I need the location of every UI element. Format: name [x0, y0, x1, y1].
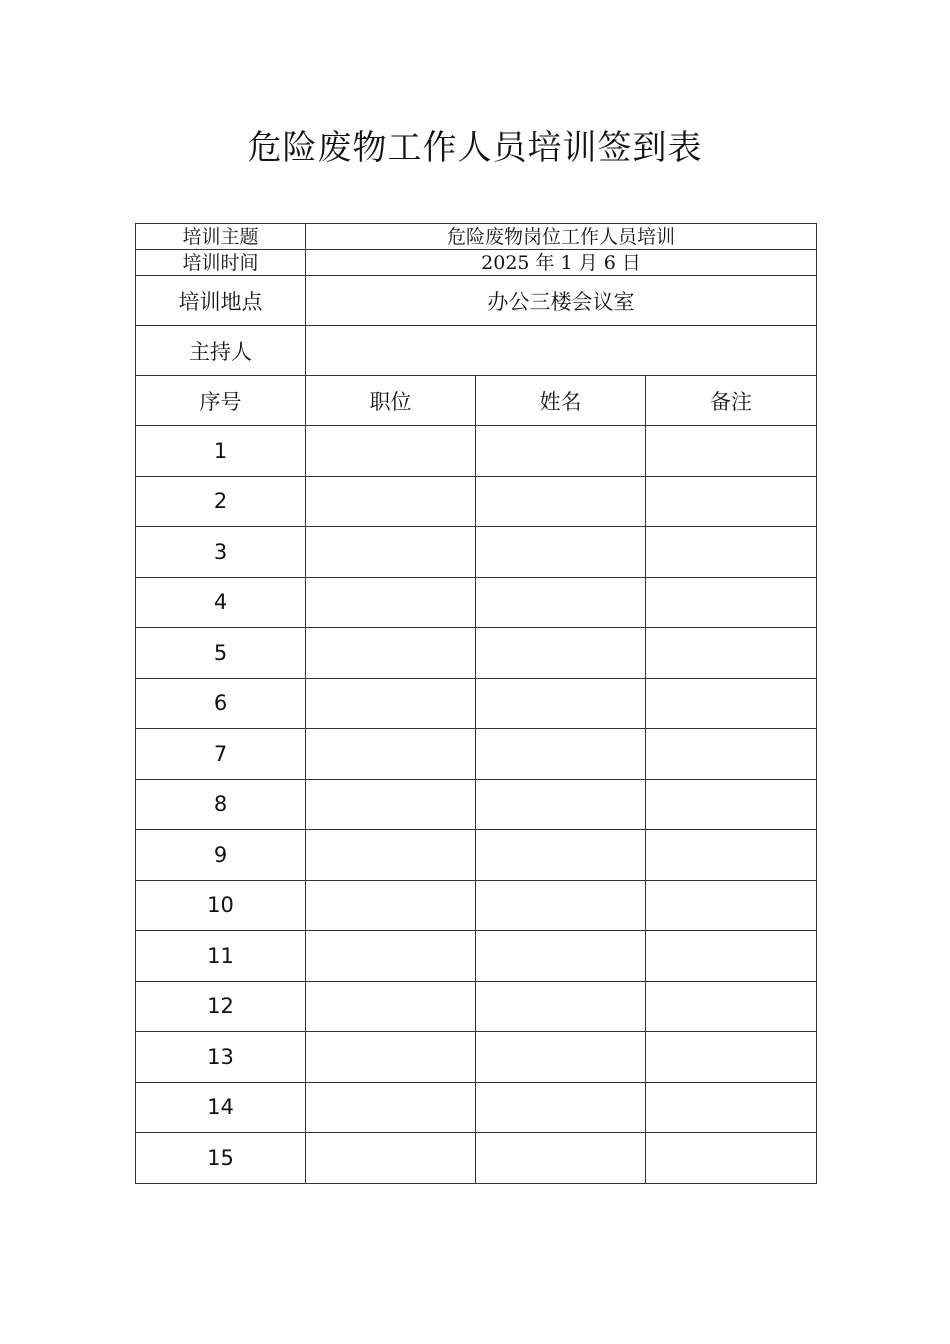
position-cell[interactable]	[306, 678, 476, 729]
name-cell[interactable]	[476, 577, 646, 628]
name-cell[interactable]	[476, 931, 646, 982]
position-cell[interactable]	[306, 729, 476, 780]
remark-cell[interactable]	[646, 628, 817, 679]
remark-cell[interactable]	[646, 1082, 817, 1133]
remark-cell[interactable]	[646, 678, 817, 729]
sign-in-table-body	[136, 224, 817, 1184]
table-row	[136, 426, 817, 477]
sign-in-table	[135, 223, 817, 1184]
table-row	[136, 830, 817, 881]
remark-cell[interactable]	[646, 527, 817, 578]
remark-cell[interactable]	[646, 880, 817, 931]
column-header-remark: 备注	[646, 376, 817, 426]
host-row	[136, 326, 817, 376]
row-number-cell: 11	[136, 931, 306, 982]
location-value[interactable]: 办公三楼会议室	[306, 276, 817, 326]
position-cell[interactable]	[306, 1082, 476, 1133]
row-number-cell: 2	[136, 476, 306, 527]
name-cell[interactable]	[476, 981, 646, 1032]
table-row	[136, 678, 817, 729]
name-cell[interactable]	[476, 527, 646, 578]
table-row	[136, 476, 817, 527]
position-cell[interactable]	[306, 527, 476, 578]
remark-cell[interactable]	[646, 476, 817, 527]
host-value[interactable]	[306, 326, 817, 376]
topic-value[interactable]: 危险废物岗位工作人员培训	[306, 224, 817, 250]
column-header-position: 职位	[306, 376, 476, 426]
remark-cell[interactable]	[646, 779, 817, 830]
position-cell[interactable]	[306, 830, 476, 881]
row-number-cell: 9	[136, 830, 306, 881]
name-cell[interactable]	[476, 729, 646, 780]
position-cell[interactable]	[306, 931, 476, 982]
page-title: 危险废物工作人员培训签到表	[247, 128, 703, 168]
table-row	[136, 931, 817, 982]
time-label: 培训时间	[136, 250, 306, 276]
topic-row	[136, 224, 817, 250]
row-number-cell: 3	[136, 527, 306, 578]
time-row	[136, 250, 817, 276]
position-cell[interactable]	[306, 779, 476, 830]
table-row	[136, 981, 817, 1032]
table-row	[136, 1133, 817, 1184]
position-cell[interactable]	[306, 1133, 476, 1184]
table-row	[136, 527, 817, 578]
row-number-cell: 15	[136, 1133, 306, 1184]
remark-cell[interactable]	[646, 1133, 817, 1184]
position-cell[interactable]	[306, 577, 476, 628]
row-number-cell: 6	[136, 678, 306, 729]
table-row	[136, 1032, 817, 1083]
name-cell[interactable]	[476, 678, 646, 729]
name-cell[interactable]	[476, 628, 646, 679]
column-header-row	[136, 376, 817, 426]
table-row	[136, 577, 817, 628]
row-number-cell: 8	[136, 779, 306, 830]
position-cell[interactable]	[306, 476, 476, 527]
position-cell[interactable]	[306, 1032, 476, 1083]
row-number-cell: 10	[136, 880, 306, 931]
position-cell[interactable]	[306, 628, 476, 679]
table-row	[136, 729, 817, 780]
name-cell[interactable]	[476, 779, 646, 830]
name-cell[interactable]	[476, 1082, 646, 1133]
position-cell[interactable]	[306, 880, 476, 931]
table-row	[136, 628, 817, 679]
row-number-cell: 4	[136, 577, 306, 628]
remark-cell[interactable]	[646, 729, 817, 780]
position-cell[interactable]	[306, 426, 476, 477]
row-number-cell: 14	[136, 1082, 306, 1133]
name-cell[interactable]	[476, 476, 646, 527]
table-row	[136, 880, 817, 931]
remark-cell[interactable]	[646, 830, 817, 881]
column-header-name: 姓名	[476, 376, 646, 426]
name-cell[interactable]	[476, 880, 646, 931]
remark-cell[interactable]	[646, 1032, 817, 1083]
remark-cell[interactable]	[646, 981, 817, 1032]
location-label: 培训地点	[136, 276, 306, 326]
host-label: 主持人	[136, 326, 306, 376]
name-cell[interactable]	[476, 1032, 646, 1083]
name-cell[interactable]	[476, 1133, 646, 1184]
row-number-cell: 7	[136, 729, 306, 780]
row-number-cell: 13	[136, 1032, 306, 1083]
remark-cell[interactable]	[646, 577, 817, 628]
location-row	[136, 276, 817, 326]
time-value[interactable]: 2025 年 1 月 6 日	[306, 250, 817, 276]
position-cell[interactable]	[306, 981, 476, 1032]
row-number-cell: 12	[136, 981, 306, 1032]
row-number-cell: 1	[136, 426, 306, 477]
topic-label: 培训主题	[136, 224, 306, 250]
remark-cell[interactable]	[646, 426, 817, 477]
table-row	[136, 779, 817, 830]
column-header-no: 序号	[136, 376, 306, 426]
name-cell[interactable]	[476, 830, 646, 881]
name-cell[interactable]	[476, 426, 646, 477]
remark-cell[interactable]	[646, 931, 817, 982]
table-row	[136, 1082, 817, 1133]
row-number-cell: 5	[136, 628, 306, 679]
